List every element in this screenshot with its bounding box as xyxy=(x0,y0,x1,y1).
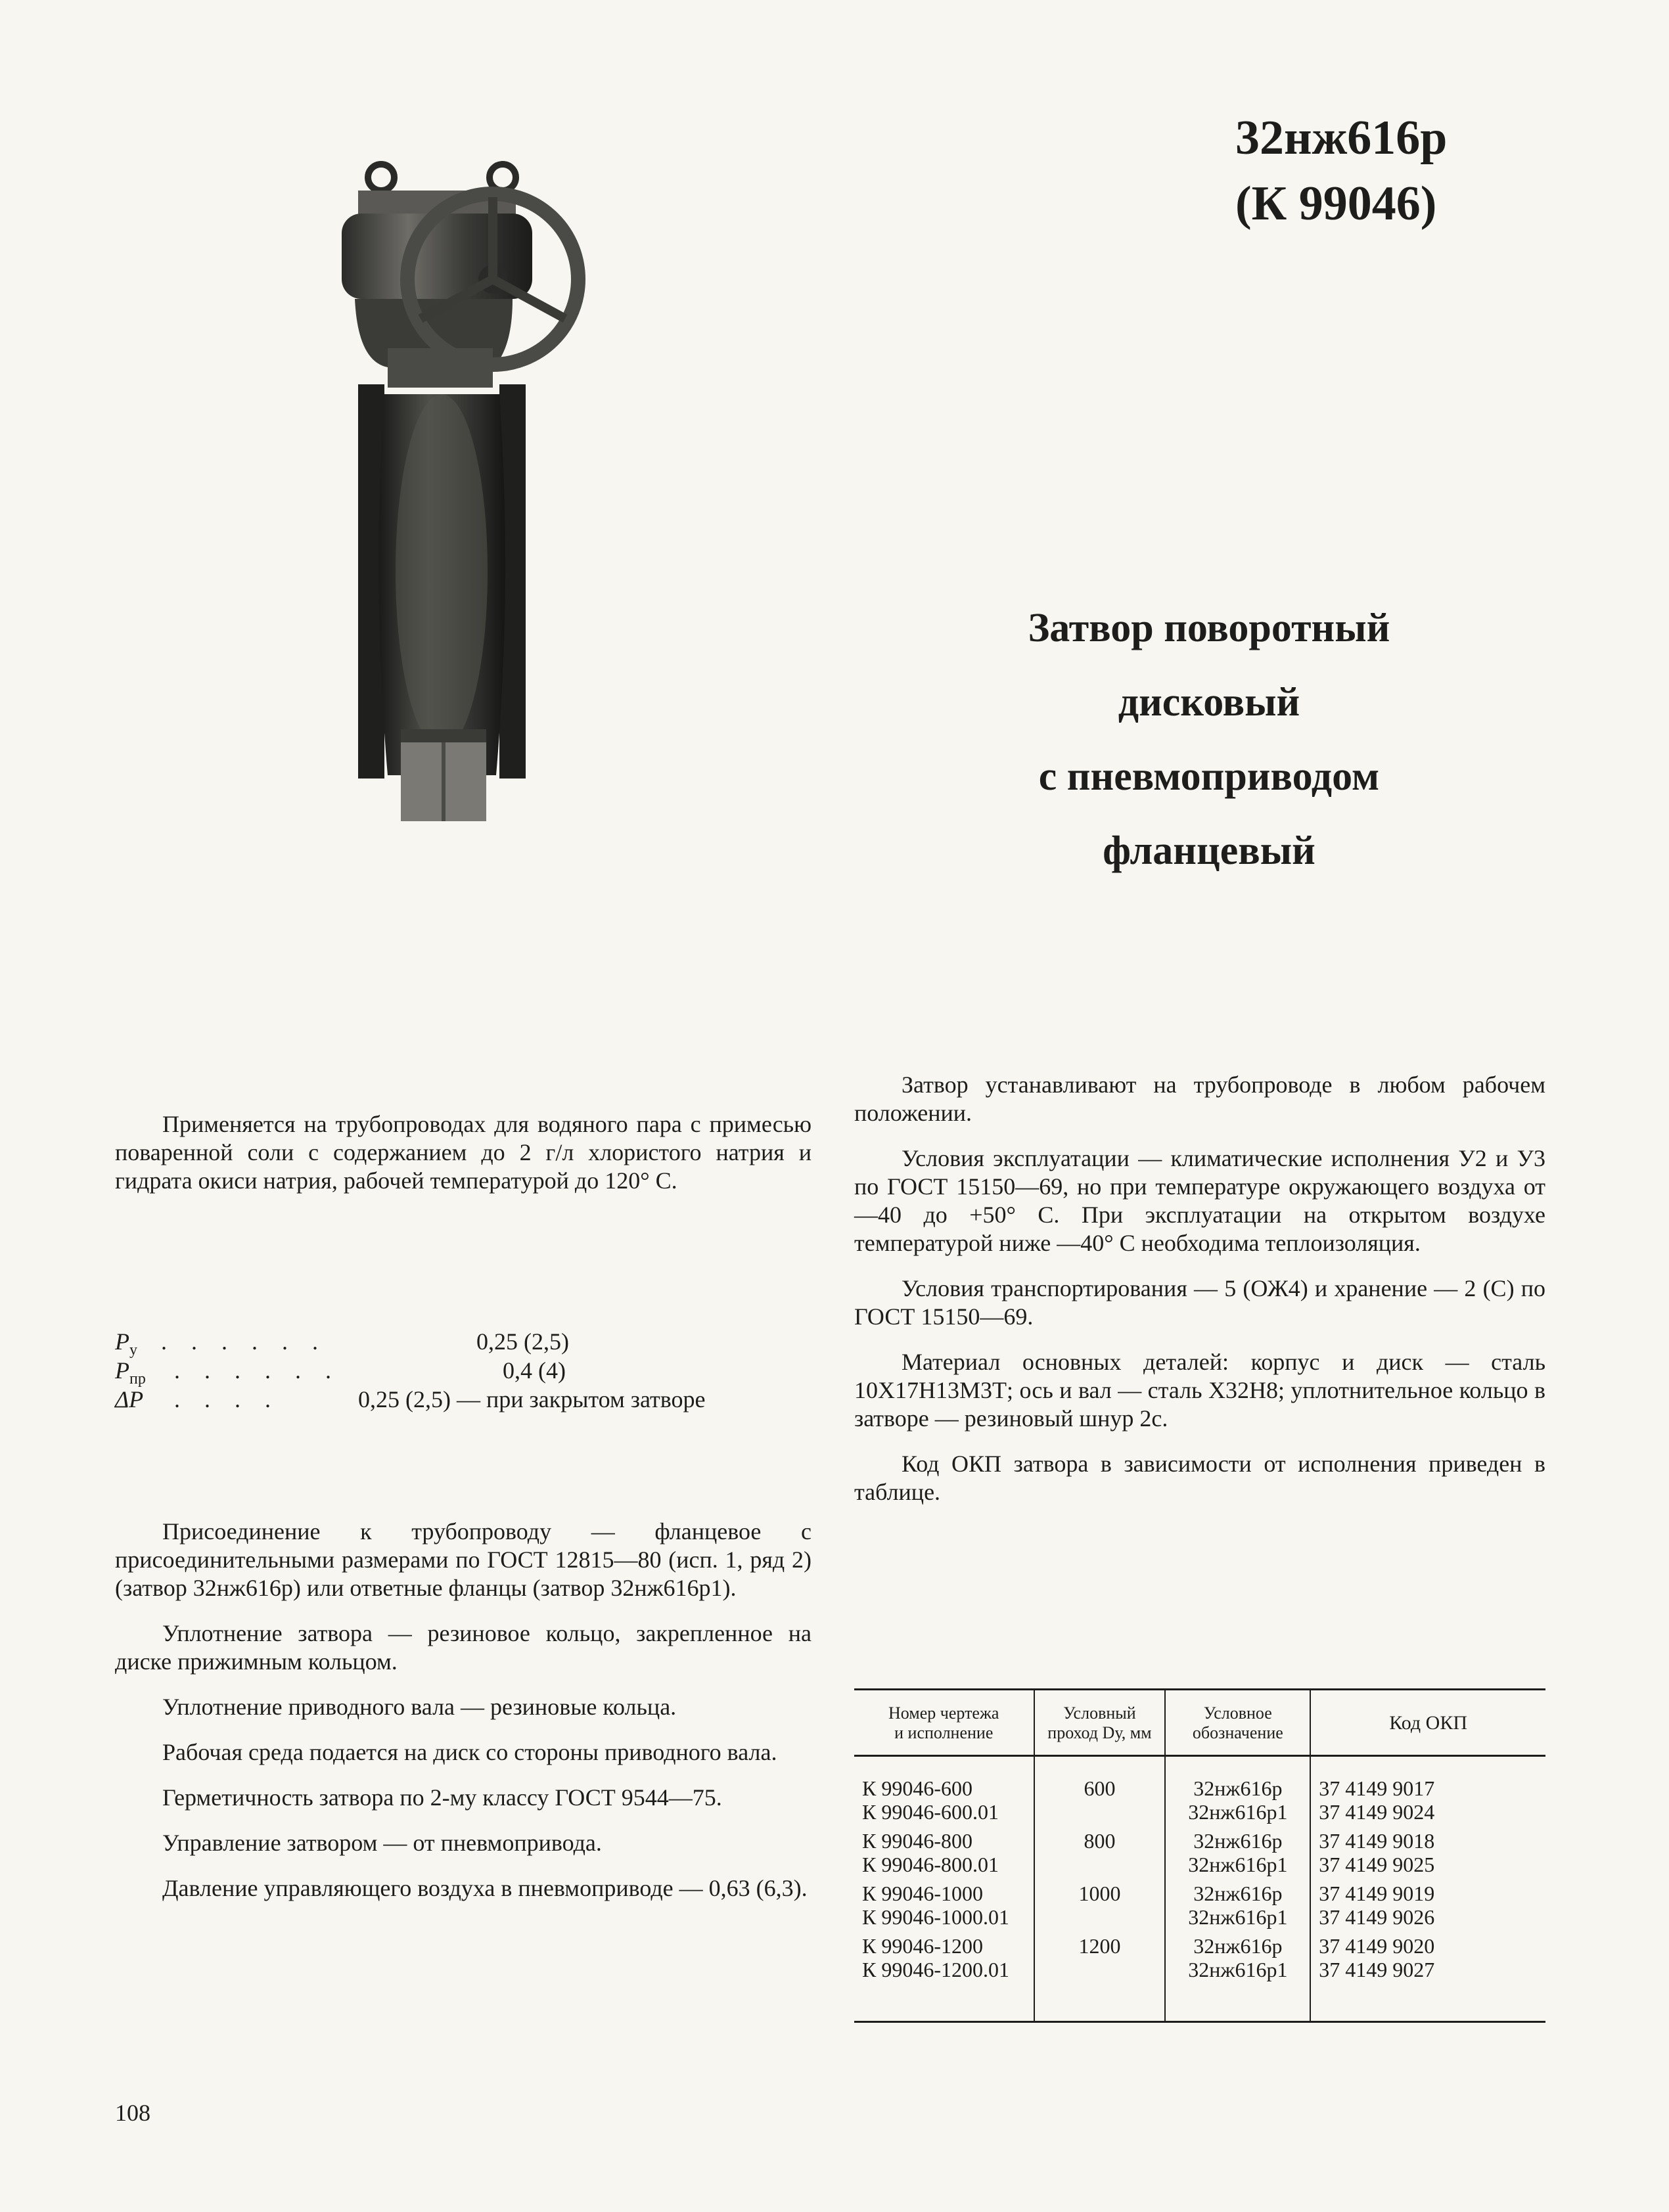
table-row xyxy=(854,1879,1545,1931)
okp-cell: 37 4149 9020 37 4149 9027 xyxy=(1310,1931,1545,2022)
paragraph: Код ОКП затвора в зависимости от исполнения приведен в таблице. xyxy=(854,1451,1545,1505)
designation-cell: 32нж616р 32нж616р1 xyxy=(1165,1826,1310,1879)
application-text-block xyxy=(115,1110,812,1212)
okp-code-table xyxy=(854,1688,1545,2023)
product-name-line-1: Затвор поворотный xyxy=(1028,606,1390,650)
spec-symbol: $P_{пр}$ xyxy=(115,1357,146,1388)
paragraph: Уплотнение затвора — резиновое кольцо, закрепленное на диске прижимным кольцом. xyxy=(115,1620,812,1675)
column-header-dn: Условный проход Dу, мм xyxy=(1034,1690,1166,1756)
dn-cell: 1200 xyxy=(1034,1931,1166,2022)
spec-row xyxy=(115,1327,825,1359)
spec-value: 0,4 (4) xyxy=(503,1357,566,1384)
drawing-reference: (К 99046) xyxy=(1235,177,1437,231)
page-number: 108 xyxy=(115,2100,150,2126)
table-row xyxy=(854,1826,1545,1879)
drawing-cell: К 99046-1200 К 99046-1200.01 xyxy=(854,1931,1034,2022)
paragraph: Материал основных деталей: корпус и диск — сталь 10Х17Н13М3Т; ось и вал — сталь Х32Н8; уплотнительное кольцо в затворе — резиновый шнур 2с. xyxy=(854,1349,1545,1432)
drawing-cell: К 99046-800 К 99046-800.01 xyxy=(862,1829,999,1876)
okp-cell: 37 4149 9018 37 4149 9025 xyxy=(1310,1826,1545,1879)
column-header-designation: Условное обозначение xyxy=(1165,1690,1310,1756)
product-name xyxy=(933,591,1485,888)
spec-row xyxy=(115,1385,825,1414)
spec-dots: . . . . xyxy=(174,1386,280,1412)
model-code-heading xyxy=(1235,105,1524,237)
paragraph: Уплотнение приводного вала — резиновые кольца. xyxy=(162,1694,677,1720)
okp-cell: 37 4149 9019 37 4149 9026 xyxy=(1310,1879,1545,1931)
spec-value: 0,25 (2,5) xyxy=(476,1328,569,1355)
operating-conditions-text-block xyxy=(854,1071,1545,1524)
pressure-specs xyxy=(115,1327,825,1414)
dn-cell: 600 xyxy=(1034,1756,1166,1827)
paragraph: Затвор устанавливают на трубопроводе в любом рабочем положении. xyxy=(854,1072,1545,1126)
spec-symbol: ΔP xyxy=(115,1386,144,1412)
paragraph: Присоединение к трубопроводу — фланцевое с присоединительными размерами по ГОСТ 12815—80 (исп. 1, ряд 2) (затвор 32нж616р) или ответные фланцы (затвор 32нж616р1). xyxy=(115,1518,812,1601)
paragraph: Рабочая среда подается на диск со стороны приводного вала. xyxy=(162,1739,777,1765)
construction-text-block xyxy=(115,1518,812,1920)
okp-cell: 37 4149 9017 37 4149 9024 xyxy=(1310,1756,1545,1827)
paragraph: Управление затвором — от пневмопривода. xyxy=(162,1830,602,1856)
table-header-row xyxy=(854,1690,1545,1756)
drawing-cell: К 99046-1000 К 99046-1000.01 xyxy=(862,1882,1009,1929)
paragraph: Условия эксплуатации — климатические исполнения У2 и У3 по ГОСТ 15150—69, но при температуре окружающего воздуха от —40 до +50° С. При эксплуатации на открытом воздухе температурой ниже —40° С необходима теплоизоляция. xyxy=(854,1145,1545,1256)
valve-photo xyxy=(296,151,624,828)
dn-cell: 1000 xyxy=(1034,1879,1166,1931)
spec-dots: . . . . . . xyxy=(174,1357,340,1384)
paragraph: Давление управляющего воздуха в пневмоприводе — 0,63 (6,3). xyxy=(162,1875,808,1901)
table-row xyxy=(854,1931,1545,2022)
dn-cell: 800 xyxy=(1034,1826,1166,1879)
drawing-cell: К 99046-600 К 99046-600.01 xyxy=(862,1776,999,1824)
product-name-line-2: дисковый xyxy=(1118,680,1300,725)
table-row xyxy=(854,1756,1545,1827)
spec-dots: . . . . . . xyxy=(161,1328,327,1355)
column-header-drawing: Номер чертежа и исполнение xyxy=(854,1690,1034,1756)
product-name-line-3: с пневмоприводом xyxy=(1038,754,1380,799)
column-header-okp: Код ОКП xyxy=(1310,1690,1545,1756)
paragraph: Герметичность затвора по 2-му классу ГОСТ 9544—75. xyxy=(162,1784,722,1811)
designation-cell: 32нж616р 32нж616р1 xyxy=(1165,1931,1310,2022)
spec-value: 0,25 (2,5) — при закрытом затворе xyxy=(358,1386,706,1412)
model-code: 32нж616р xyxy=(1235,111,1448,165)
paragraph: Условия транспортирования — 5 (ОЖ4) и хранение — 2 (С) по ГОСТ 15150—69. xyxy=(854,1275,1545,1330)
spec-symbol: $P_у$ xyxy=(115,1328,137,1359)
application-paragraph: Применяется на трубопроводах для водяного пара с примесью поваренной соли с содержанием до 2 г/л хлористого натрия и гидрата окиси натрия, рабочей температурой до 120° С. xyxy=(115,1111,812,1194)
product-name-line-4: фланцевый xyxy=(1103,828,1315,873)
designation-cell: 32нж616р 32нж616р1 xyxy=(1165,1756,1310,1827)
designation-cell: 32нж616р 32нж616р1 xyxy=(1165,1879,1310,1931)
spec-row xyxy=(115,1356,825,1388)
